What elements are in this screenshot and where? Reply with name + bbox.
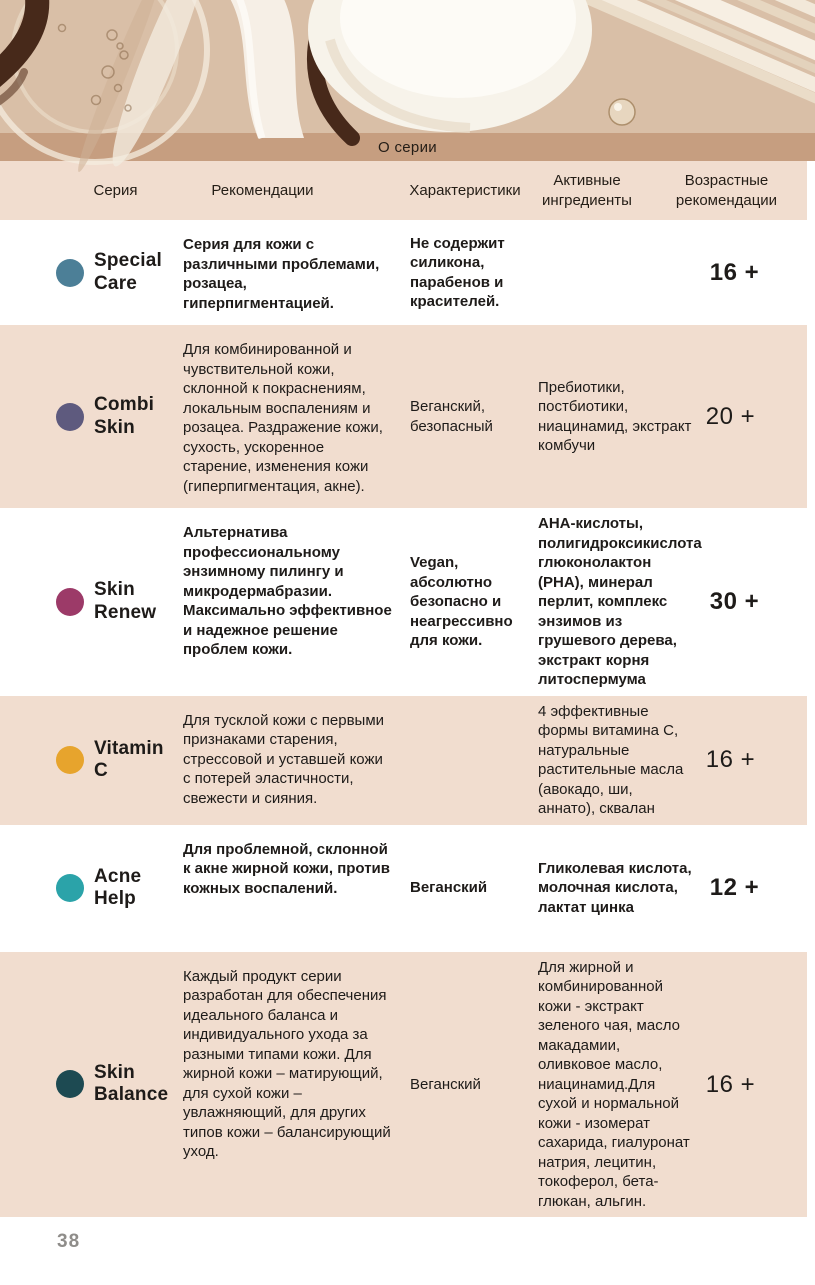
- series-name: Skin Renew: [94, 579, 157, 623]
- age-recommendation: 16 +: [705, 1070, 756, 1098]
- characteristics-text: Веганский: [410, 879, 488, 897]
- age-recommendation: 30 +: [709, 588, 760, 616]
- cream-texture-illustration: [0, 0, 815, 133]
- column-header-active-ingredients: Активные ингредиенты: [542, 172, 632, 209]
- page-footer: [0, 1217, 815, 1285]
- series-cell: [0, 825, 183, 952]
- age-recommendation: 16 +: [705, 746, 756, 774]
- table-row-skin-renew: [0, 508, 815, 696]
- recommendations-text: Альтернатива профессиональному энзимному пилингу и микродермабразии. Максимально эффективное и надежное решение проблем кожи.: [183, 524, 392, 658]
- hero-photo: [0, 0, 815, 133]
- column-header-series: Серия: [93, 181, 138, 199]
- series-name: Combi Skin: [94, 394, 155, 438]
- recommendations-text: Каждый продукт серии разработан для обеспечения идеального баланса и индивидуального ухода за разными типами кожи. Для жирной кожи – матирующий, для сухой кожи – увлажняющий, для других типов кожи – балансирующий уход.: [183, 967, 391, 1160]
- characteristics-text: Веганский: [410, 1075, 481, 1093]
- active-ingredients-text: [532, 267, 698, 279]
- series-cell: [0, 508, 183, 696]
- age-recommendation: 12 +: [709, 874, 760, 902]
- active-ingredients-text: Для жирной и комбинированной кожи - экстракт зеленого чая, масло макадамии, оливковое масло, ниацинамид.Для сухой и нормальной кожи - изомерат сахарида, гиалуронат натрия, лецитин, токоферол, бета-глюкан, альгин.: [538, 958, 690, 1210]
- characteristics-text: Не содержит силикона, парабенов и красителей.: [410, 234, 505, 310]
- series-color-dot: [56, 588, 84, 616]
- series-cell: [0, 325, 183, 508]
- table-row-acne-help: [0, 825, 815, 952]
- recommendations-text: Серия для кожи с различными проблемами, розацеа, гиперпигментацией.: [183, 236, 380, 312]
- series-cell: [0, 696, 183, 825]
- section-title: О серии: [378, 138, 437, 156]
- age-recommendation: 20 +: [705, 402, 756, 430]
- active-ingredients-text: Гликолевая кислота, молочная кислота, лактат цинка: [538, 859, 692, 916]
- characteristics-text: Vegan, абсолютно безопасно и неагрессивно для кожи.: [410, 554, 513, 649]
- table-row-vitamin-c: [0, 696, 807, 825]
- active-ingredients-text: 4 эффективные формы витамина С, натуральные растительные масла (авокадо, ши, аннато), сквалан: [538, 702, 684, 817]
- active-ingredients-text: Пребиотики, постбиотики, ниацинамид, экстракт комбучи: [538, 378, 692, 454]
- recommendations-text: Для проблемной, склонной к акне жирной кожи, против кожных воспалений.: [183, 840, 390, 897]
- series-name: Special Care: [94, 250, 162, 294]
- column-header-age-recommendations: Возрастные рекомендации: [675, 172, 778, 209]
- series-cell: [0, 952, 183, 1218]
- series-cell: [0, 220, 183, 325]
- column-header-characteristics: Характеристики: [409, 181, 521, 199]
- table-header-row: [0, 161, 807, 220]
- series-name: Acne Help: [94, 865, 142, 909]
- series-color-dot: [56, 874, 84, 902]
- characteristics-text: [398, 754, 532, 766]
- recommendations-text: Для комбинированной и чувствительной кожи, склонной к покраснениям, локальным воспалениям и розацеа. Раздражение кожи, сухость, ускоренное старение, изменения кожи (гиперпигментация, акне).: [183, 341, 383, 495]
- series-color-dot: [56, 746, 84, 774]
- column-header-recommendations: Рекомендации: [211, 181, 314, 199]
- table-row-special-care: [0, 220, 815, 325]
- active-ingredients-text: АНА-кислоты, полигидроксикислота глюконолактон (PHA), минерал перлит, комплекс энзимов из грушевого дерева, экстракт корня литоспермума: [538, 515, 702, 688]
- series-color-dot: [56, 1070, 84, 1098]
- recommendations-text: Для тусклой кожи с первыми признаками старения, стрессовой и уставшей кожи с потерей эластичности, свежести и сияния.: [183, 711, 385, 807]
- characteristics-text: Веганский, безопасный: [410, 398, 493, 435]
- page-number: 38: [57, 1231, 81, 1252]
- series-name: Vitamin C: [94, 737, 164, 781]
- series-color-dot: [56, 403, 84, 431]
- table-row-skin-balance: [0, 952, 807, 1218]
- age-recommendation: 16 +: [709, 258, 760, 286]
- series-name: Skin Balance: [94, 1061, 169, 1106]
- table-row-combi-skin: [0, 325, 807, 508]
- series-color-dot: [56, 259, 84, 287]
